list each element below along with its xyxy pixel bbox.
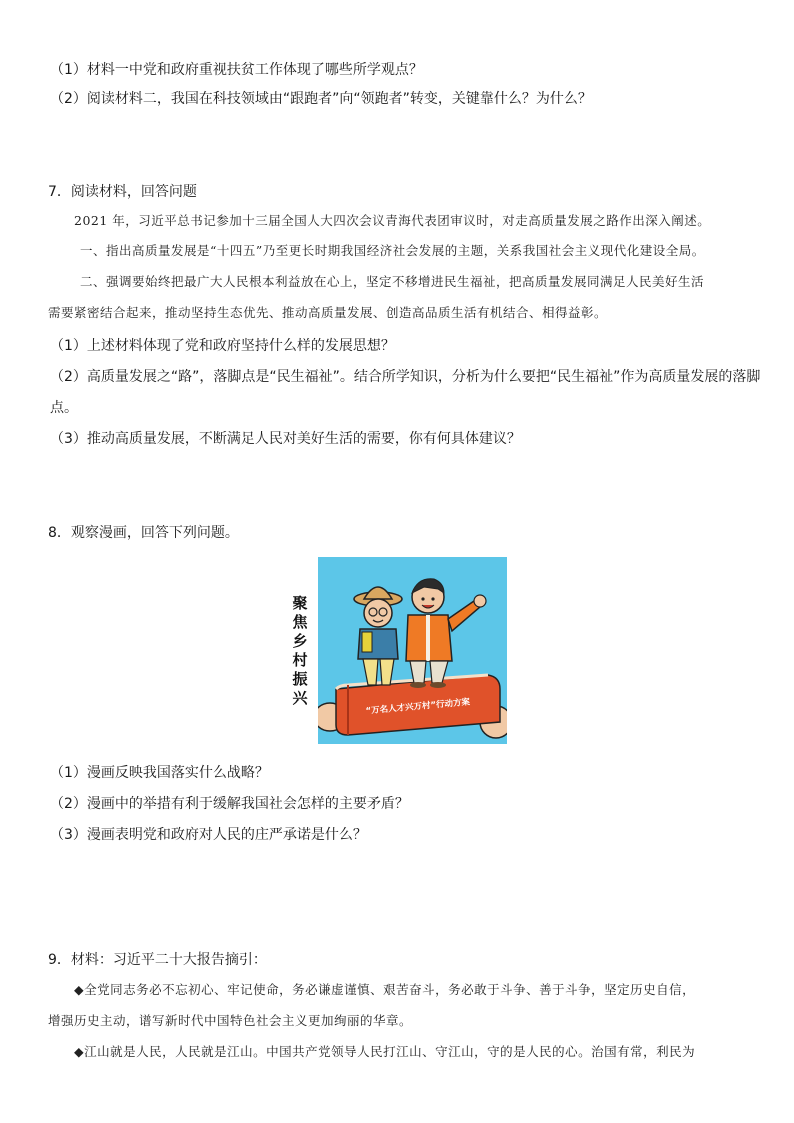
comic-caption-char: 振 [292,670,308,688]
q7-sub3: （3）推动高质量发展，不断满足人民对美好生活的需要，你有何具体建议？ [50,431,521,447]
comic-caption-char: 聚 [292,594,308,612]
comic-caption-char: 乡 [292,632,308,650]
q9-material-p1b: 增强历史主动，谱写新时代中国特色社会主义更加绚丽的华章。 [48,1013,413,1028]
q7-sub2b: 点。 [50,400,78,416]
comic-illustration [318,557,507,744]
q7-material-p1: 2021 年，习近平总书记参加十三届全国人大四次会议青海代表团审议时，对走高质量发展之路作出深入阐述。 [74,213,711,228]
q6-sub1: （1）材料一中党和政府重视扶贫工作体现了哪些所学观点？ [50,62,423,78]
q7-material-p2: 一、指出高质量发展是“十四五”乃至更长时期我国经济社会发展的主题，关系我国社会主义现代化建设全局。 [80,243,705,258]
comic-book-label: “万名人才兴万村”行动方案 [365,697,471,717]
q8-sub2: （2）漫画中的举措有利于缓解我国社会怎样的主要矛盾？ [50,796,409,812]
q8-title: 8．观察漫画，回答下列问题。 [48,525,239,541]
comic-drawing [318,557,507,744]
q6-sub2: （2）阅读材料二，我国在科技领域由“跟跑者”向“领跑者”转变，关键靠什么？为什么？ [50,91,592,107]
q8-sub3: （3）漫画表明党和政府对人民的庄严承诺是什么？ [50,827,367,843]
comic-caption-char: 焦 [292,613,308,631]
comic-caption-char: 村 [292,651,308,669]
q9-material-p1a: ◆全党同志务必不忘初心、牢记使命，务必谦虚谨慎、艰苦奋斗，务必敢于斗争、善于斗争，坚定历史自信， [74,982,696,997]
q7-sub2a: （2）高质量发展之“路”，落脚点是“民生福祉”。结合所学知识，分析为什么要把“民生福祉”作为高质量发展的落脚 [50,369,761,385]
q7-material-p3b: 需要紧密结合起来，推动坚持生态优先、推动高质量发展、创造高品质生活有机结合、相得益彰。 [48,305,608,320]
q9-title: 9．材料：习近平二十大报告摘引： [48,952,267,968]
q8-sub1: （1）漫画反映我国落实什么战略？ [50,765,269,781]
q7-material-p3a: 二、强调要始终把最广大人民根本利益放在心上，坚定不移增进民生福祉，把高质量发展同满足人民美好生活 [80,274,705,289]
q7-title: 7．阅读材料，回答问题 [48,184,197,200]
comic-caption-char: 兴 [292,689,308,707]
q7-sub1: （1）上述材料体现了党和政府坚持什么样的发展思想？ [50,338,395,354]
q9-material-p2: ◆江山就是人民，人民就是江山。中国共产党领导人民打江山、守江山，守的是人民的心。治国有常，利民为 [74,1044,696,1059]
comic-caption [288,594,312,708]
